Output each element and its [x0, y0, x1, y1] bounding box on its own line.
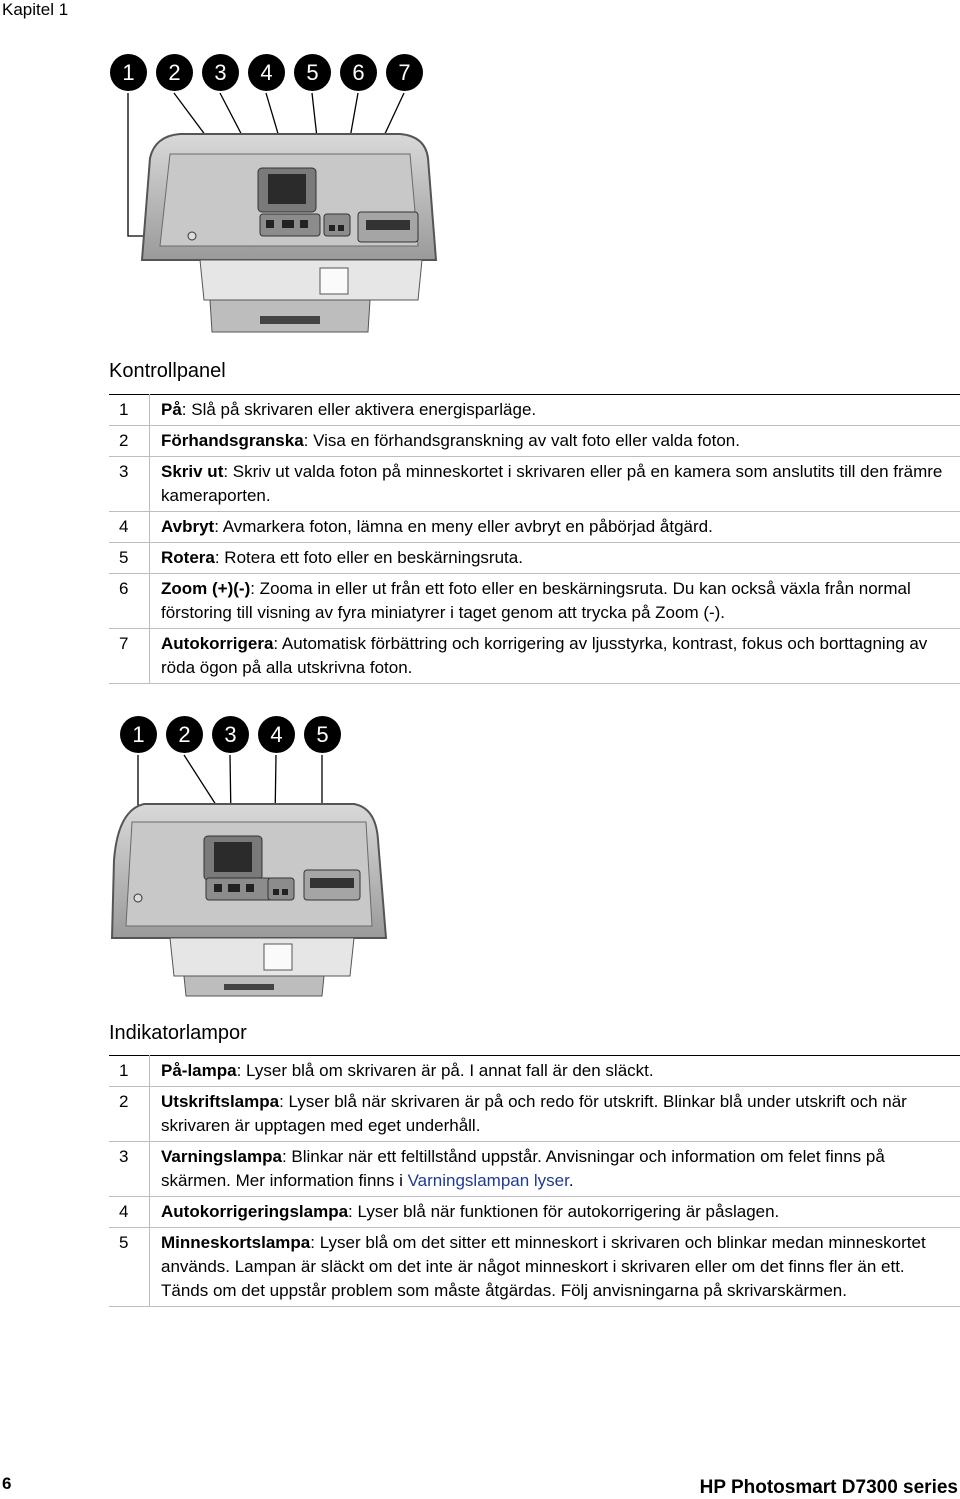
row-description: [150, 1087, 960, 1142]
callout-3: 3: [212, 716, 249, 753]
printer-indicator-lights-illustration: [104, 750, 404, 1000]
callout-4: 4: [248, 54, 285, 91]
term: Skriv ut: [161, 462, 224, 481]
row-description: [150, 395, 960, 426]
table-row: [109, 1197, 960, 1228]
table-row: [109, 457, 960, 512]
term-text-end: .: [568, 1171, 574, 1190]
term: Utskriftslampa: [161, 1092, 280, 1111]
term-text: : Visa en förhandsgranskning av valt foto eller valda foton.: [303, 431, 740, 450]
row-description: [150, 1228, 960, 1307]
table-row: [109, 543, 960, 574]
printer-control-panel-illustration: [100, 88, 460, 338]
term-text: : Blinkar när ett feltillstånd uppstår. Anvisningar och information om felet finns på skärmen. Mer information finns i: [161, 1147, 885, 1190]
term-text: : Avmarkera foton, lämna en meny eller avbryt en påbörjad åtgärd.: [214, 517, 713, 536]
term-text: : Lyser blå när funktionen för autokorrigering är påslagen.: [348, 1202, 780, 1221]
callout-6: 6: [340, 54, 377, 91]
table-row: [109, 1228, 960, 1307]
term-text: : Skriv ut valda foton på minneskortet i skrivaren eller på en kamera som anslutits till den främre kameraporten.: [161, 462, 943, 505]
table-row: [109, 629, 960, 684]
table-row: [109, 426, 960, 457]
row-number: 4: [109, 512, 150, 543]
row-number: 3: [109, 457, 150, 512]
row-description: [150, 629, 960, 684]
term: Avbryt: [161, 517, 215, 536]
row-number: 3: [109, 1142, 150, 1197]
row-description: [150, 426, 960, 457]
figure1-callouts: [110, 54, 432, 91]
term-text: : Slå på skrivaren eller aktivera energisparläge.: [181, 400, 537, 419]
table-row: [109, 395, 960, 426]
term: Minneskortslampa: [161, 1233, 311, 1252]
term: Autokorrigera: [161, 634, 274, 653]
table-row: [109, 574, 960, 629]
term: Rotera: [161, 548, 215, 567]
callout-1: 1: [110, 54, 147, 91]
row-description: [150, 457, 960, 512]
term-text: : Lyser blå om skrivaren är på. I annat fall är den släckt.: [236, 1061, 654, 1080]
control-panel-table: [109, 394, 960, 684]
row-description: [150, 1197, 960, 1228]
term: Zoom (+)(-): [161, 579, 251, 598]
term: Autokorrigeringslampa: [161, 1202, 349, 1221]
row-number: 6: [109, 574, 150, 629]
row-number: 2: [109, 426, 150, 457]
indicator-lights-title: Indikatorlampor: [109, 1022, 247, 1044]
chapter-header: Kapitel 1: [2, 0, 69, 19]
term-text: : Zooma in eller ut från ett foto eller en beskärningsruta. Du kan också växla från normal förstoring till visning av fyra miniatyrer i taget genom att trycka på Zoom (-).: [161, 579, 911, 622]
callout-7: 7: [386, 54, 423, 91]
callout-5: 5: [294, 54, 331, 91]
control-panel-title: Kontrollpanel: [109, 360, 226, 382]
term-text: : Lyser blå när skrivaren är på och redo för utskrift. Blinkar blå under utskrift och när skrivaren är upptagen med eget underhåll.: [161, 1092, 907, 1135]
row-number: 4: [109, 1197, 150, 1228]
term-text: : Lyser blå om det sitter ett minneskort i skrivaren och blinkar medan minneskortet används. Lampan är släckt om det inte är något minneskort i skrivaren eller om det finns fler än ett. Tänds om det uppstår problem som måste åtgärdas. Följ anvisningarna på skrivarskärmen.: [161, 1233, 926, 1300]
row-number: 7: [109, 629, 150, 684]
page-number: 6: [2, 1474, 12, 1493]
callout-1: 1: [120, 716, 157, 753]
callout-2: 2: [156, 54, 193, 91]
table-row: [109, 512, 960, 543]
callout-2: 2: [166, 716, 203, 753]
row-number: 5: [109, 543, 150, 574]
row-description: [150, 574, 960, 629]
row-description: [150, 512, 960, 543]
row-number: 1: [109, 1056, 150, 1087]
row-number: 2: [109, 1087, 150, 1142]
callout-5: 5: [304, 716, 341, 753]
row-description: [150, 1056, 960, 1087]
row-description: [150, 543, 960, 574]
term-text: : Rotera ett foto eller en beskärningsruta.: [214, 548, 523, 567]
row-description: [150, 1142, 960, 1197]
indicator-lights-table: [109, 1055, 960, 1307]
term-text: : Automatisk förbättring och korrigering av ljusstyrka, kontrast, fokus och borttagning av röda ögon på alla utskrivna foton.: [161, 634, 928, 677]
term: Förhandsgranska: [161, 431, 304, 450]
term: På-lampa: [161, 1061, 237, 1080]
figure2-callouts: [120, 716, 350, 753]
row-number: 1: [109, 395, 150, 426]
table-row: [109, 1142, 960, 1197]
term: På: [161, 400, 182, 419]
term: Varningslampa: [161, 1147, 282, 1166]
product-name: HP Photosmart D7300 series: [699, 1477, 958, 1498]
warning-light-link[interactable]: Varningslampan lyser: [407, 1171, 569, 1190]
callout-4: 4: [258, 716, 295, 753]
row-number: 5: [109, 1228, 150, 1307]
table-row: [109, 1087, 960, 1142]
table-row: [109, 1056, 960, 1087]
callout-3: 3: [202, 54, 239, 91]
